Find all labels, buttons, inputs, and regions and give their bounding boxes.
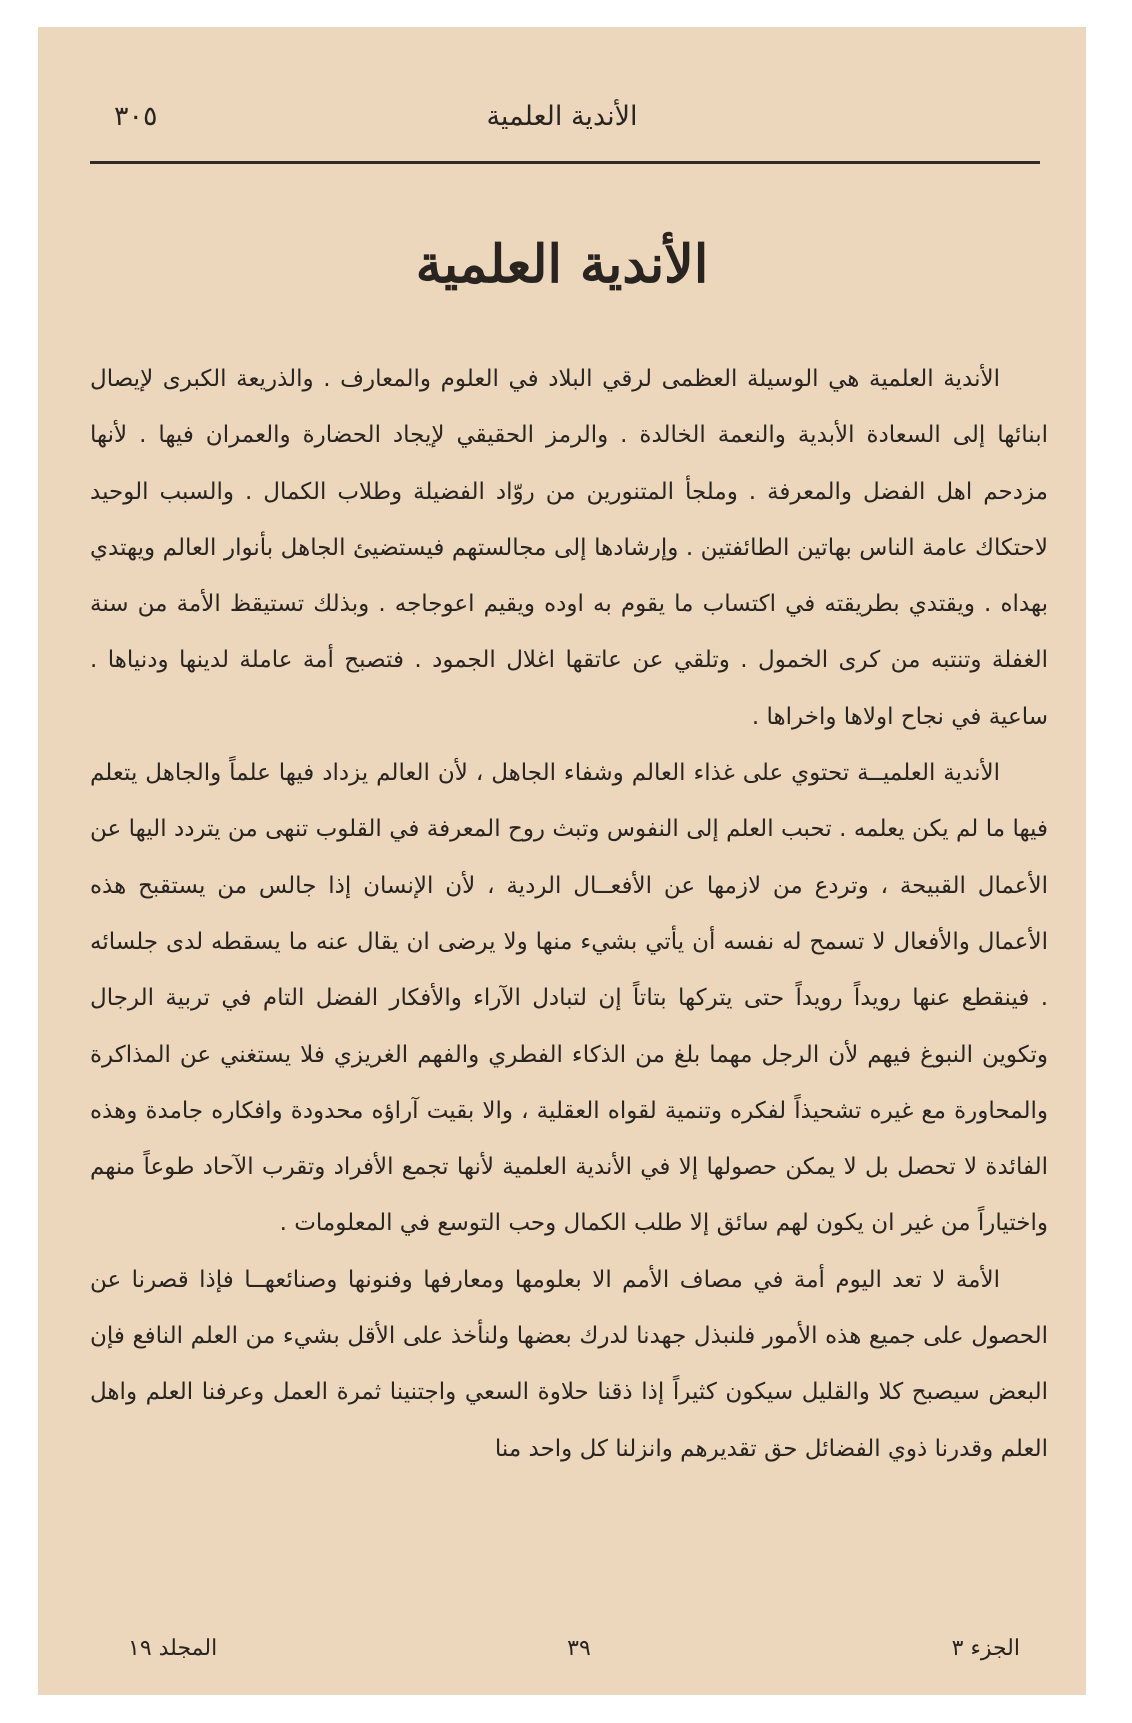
paragraph: الأندية العلميــة تحتوي على غذاء العالم وشفاء الجاهل ، لأن العالم يزداد فيها علماً والجاهل يتعلم فيها ما لم يكن يعلمه . تحبب العلم إلى النفوس وتبث روح المعرفة في القلوب تنهى من يتردد اليها عن الأعمال القبيحة ، وتردع من لازمها عن الأفعــال الردية ، لأن الإنسان إذا جالس من يستقبح هذه الأعمال والأفعال لا تسمح له نفسه أن يأتي بشيء منها ولا يرضى ان يقال عنه ما يسقطه لدى جلسائه . فينقطع عنها رويداً رويداً حتى يتركها بتاتاً إن لتبادل الآراء والأفكار الفضل التام في تربية الرجال وتكوين النبوغ فيهم لأن الرجل مهما بلغ من الذكاء الفطري والفهم الغريزي فلا يستغني عن المذاكرة والمحاورة مع غيره تشحيذاً لفكره وتنمية لقواه العقلية ، والا بقيت آراؤه محدودة وافكاره جامدة وهذه الفائدة لا تحصل بل لا يمكن حصولها إلا في الأندية العلمية لأنها تجمع الأفراد وتقرب الآحاد طوعاً منهم واختياراً من غير ان يكون لهم سائق إلا طلب الكمال وحب التوسع في المعلومات . bbox=[90, 760, 1048, 1237]
footer-volume-number: المجلد ١٩ bbox=[128, 1636, 218, 1661]
header-rule bbox=[90, 161, 1040, 164]
footer-part-number: الجزء ٣ bbox=[951, 1636, 1020, 1661]
footer-sheet-number: ٣٩ bbox=[567, 1636, 591, 1661]
paragraph: الأندية العلمية هي الوسيلة العظمى لرقي البلاد في العلوم والمعارف . والذريعة الكبرى لإيصال ابنائها إلى السعادة الأبدية والنعمة الخالدة . والرمز الحقيقي لإيجاد الحضارة والعمران فيها . لأنها مزدحم اهل الفضل والمعرفة . وملجأ المتنورين من روّاد الفضيلة وطلاب الكمال . والسبب الوحيد لاحتكاك عامة الناس بهاتين الطائفتين . وإرشادها إلى مجالستهم فيستضيئ الجاهل بأنوار العالم ويهتدي بهداه . ويقتدي بطريقته في اكتساب ما يقوم به اوده ويقيم اعوجاجه . وبذلك تستيقظ الأمة من سنة الغفلة وتنتبه من كرى الخمول . وتلقي عن عاتقها اغلال الجمود . فتصبح أمة عاملة لدينها ودنياها . ساعية في نجاح اولاها واخراها . bbox=[90, 366, 1048, 730]
article-title: الأندية العلمية bbox=[415, 234, 709, 295]
paragraph: الأمة لا تعد اليوم أمة في مصاف الأمم الا بعلومها ومعارفها وفنونها وصنائعهــا فإذا قصرنا عن الحصول على جميع هذه الأمور فلنبذل جهدنا لدرك بعضها ولنأخذ على الأقل بشيء من العلم النافع فإن البعض سيصبح كلا والقليل سيكون كثيراً إذا ذقنا حلاوة السعي واجتنينا ثمرة العمل وعرفنا العلم واهل العلم وقدرنا ذوي الفضائل حق تقديرهم وانزلنا كل واحد منا bbox=[90, 1266, 1048, 1462]
running-header bbox=[90, 95, 1034, 139]
running-title: الأندية العلمية bbox=[486, 101, 638, 132]
page-footer bbox=[128, 1629, 1030, 1669]
article-body bbox=[90, 351, 1048, 1477]
book-page bbox=[38, 27, 1086, 1695]
page-number: ٣٠٥ bbox=[114, 101, 158, 132]
